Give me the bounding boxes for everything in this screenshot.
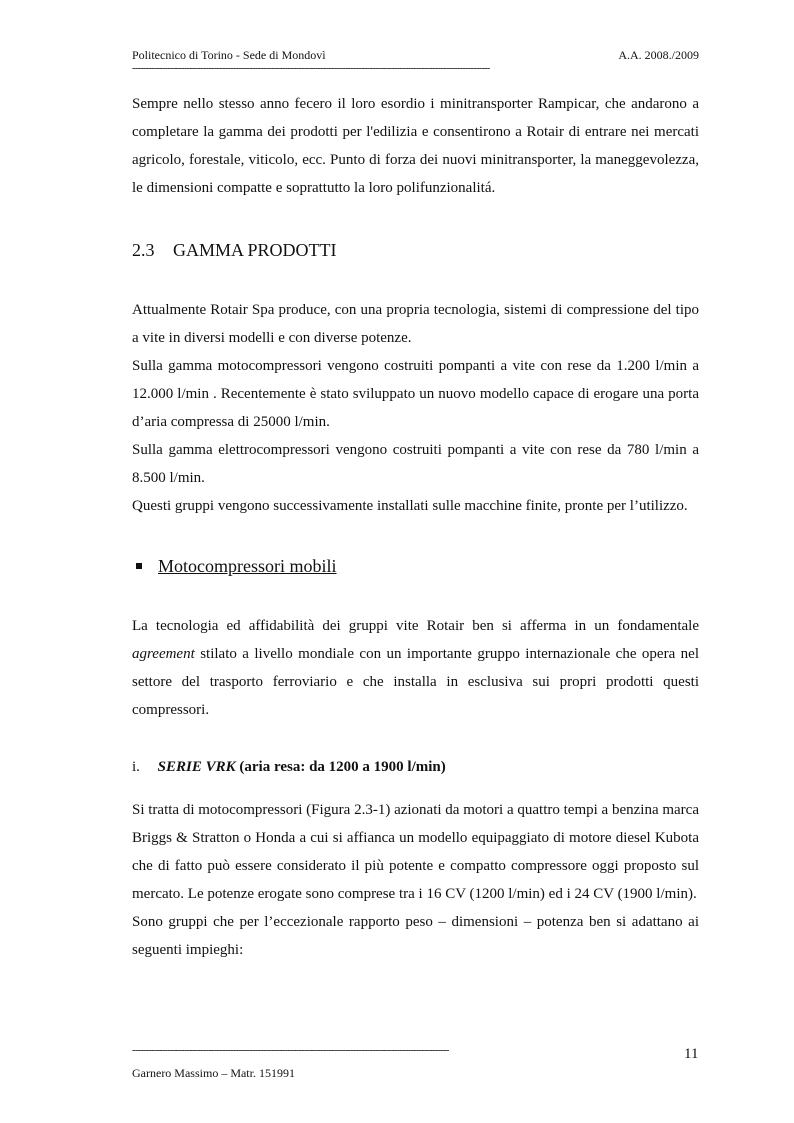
footer-rule: --------------------------------------------------------------------------------------------------------------------	[132, 1046, 449, 1056]
bullet-heading	[132, 554, 699, 578]
page-number: 11	[684, 1046, 699, 1062]
subheading-detail: (aria resa: da 1200 a 1900 l/min)	[235, 759, 446, 775]
subheading-roman-numeral: i.	[132, 759, 140, 775]
tech-paragraph	[132, 612, 699, 724]
header-institution: Politecnico di Torino - Sede di Mondovì	[132, 48, 326, 62]
page-header	[132, 48, 699, 74]
serie-subheading	[132, 756, 699, 778]
tech-italic-term: agreement	[132, 646, 195, 662]
tech-text-after: stilato a livello mondiale con un importante gruppo internazionale che opera nel settore del trasporto ferroviario e che installa in esclusiva sui propri prodotti questi compressori.	[132, 646, 699, 718]
section-heading	[132, 238, 699, 262]
section-paragraph: Sulla gamma motocompressori vengono costruiti pompanti a vite con rese da 1.200 l/min a 12.000 l/min . Recentemente è stato sviluppato un nuovo modello capace di erogare una porta d’aria compressa di 25000 l/min.	[132, 358, 699, 430]
page-body	[132, 90, 699, 964]
section-paragraph: Attualmente Rotair Spa produce, con una propria tecnologia, sistemi di compressione del tipo a vite in diversi modelli e con diverse potenze.	[132, 302, 699, 346]
tech-text-before: La tecnologia ed affidabilità dei gruppi vite Rotair ben si afferma in un fondamentale	[132, 618, 699, 634]
serie-paragraph: Si tratta di motocompressori (Figura 2.3-1) azionati da motori a quattro tempi a benzina marca Briggs & Stratton o Honda a cui si affianca un modello equipaggiato di motore diesel Kubota che di fatto può essere considerato il più potente e compatto compressore oggi proposto sul mercato. Le potenze erogate sono comprese tra i 16 CV (1200 l/min) ed i 24 CV (1900 l/min).	[132, 802, 699, 902]
section-paragraph: Sulla gamma elettrocompressori vengono costruiti pompanti a vite con rese da 780 l/min a 8.500 l/min.	[132, 442, 699, 486]
square-bullet-icon	[136, 563, 142, 569]
header-rule: -----------------------------------------------------------------------------------------------------------------------------------	[132, 64, 490, 74]
footer-author: Garnero Massimo – Matr. 151991	[132, 1066, 295, 1080]
section-title: GAMMA PRODOTTI	[173, 240, 337, 260]
page-footer	[132, 1044, 699, 1081]
serie-paragraph: Sono gruppi che per l’eccezionale rapporto peso – dimensioni – potenza ben si adattano ai seguenti impieghi:	[132, 914, 699, 958]
subheading-serie-name: SERIE VRK	[157, 759, 236, 775]
bullet-heading-text: Motocompressori mobili	[158, 556, 337, 576]
section-paragraph: Questi gruppi vengono successivamente installati sulle macchine finite, pronte per l’utilizzo.	[132, 498, 688, 514]
intro-paragraph: Sempre nello stesso anno fecero il loro esordio i minitransporter Rampicar, che andarono a completare la gamma dei prodotti per l'edilizia e consentirono a Rotair di entrare nei mercati agricolo, forestale, viticolo, ecc. Punto di forza dei nuovi minitransporter, la maneggevolezza, le dimensioni compatte e soprattutto la loro polifunzionalitá.	[132, 96, 699, 196]
section-number: 2.3	[132, 240, 155, 260]
header-academic-year: A.A. 2008./2009	[618, 48, 699, 62]
